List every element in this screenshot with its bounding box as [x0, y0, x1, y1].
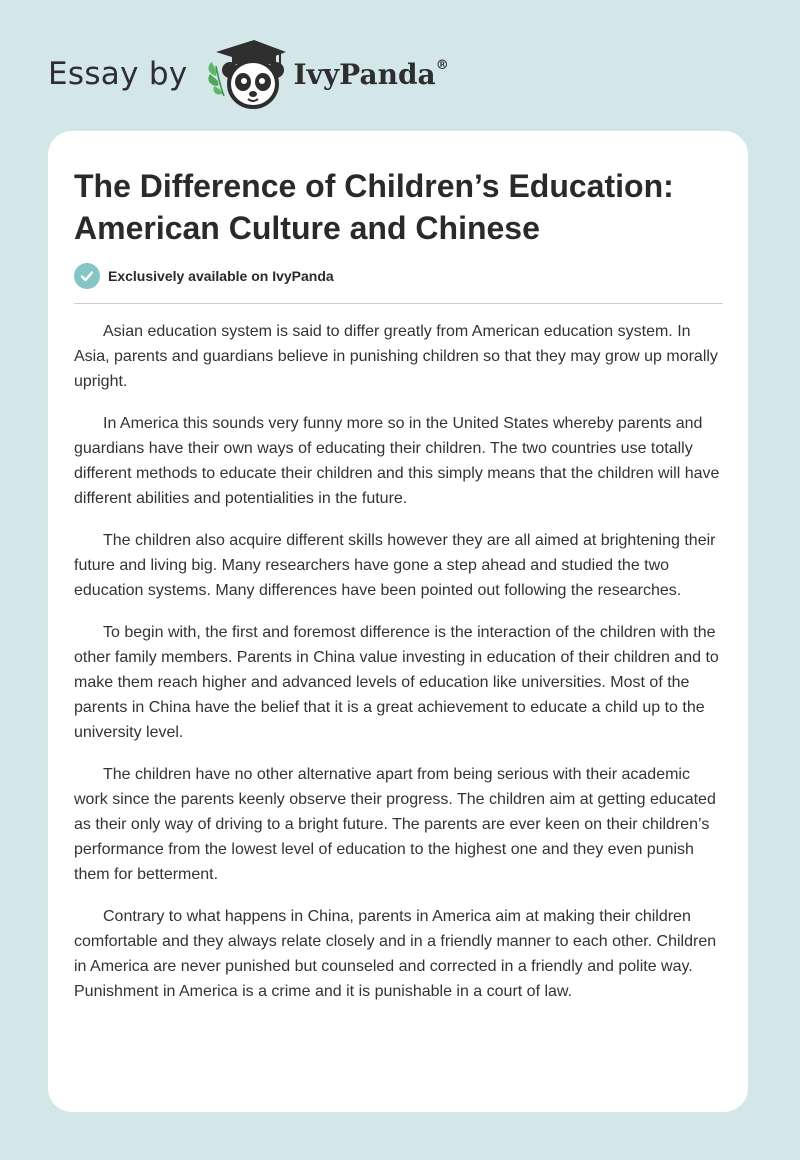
- paragraph: The children have no other alternative apart from being serious with their academic work since the parents keenly observe their progress. The children aim at getting educated as their only way of driving to a bright future. The parents are ever keen on their children’s performance from the lowest level of education to the highest one and they even punish them for betterment.: [74, 766, 716, 883]
- exclusive-label: Exclusively available on IvyPanda: [108, 268, 334, 284]
- paragraph: Asian education system is said to differ greatly from American education system. In Asia, parents and guardians believe in punishing children so that they may grow up morally upright.: [74, 323, 718, 390]
- exclusive-badge: [74, 263, 334, 289]
- panda-graduate-icon[interactable]: [202, 36, 288, 112]
- paragraph: Contrary to what happens in China, parents in America aim at making their children comfortable and they always relate closely and in a friendly manner to each other. Children in America are never punished but counseled and corrected in a friendly and polite way. Punishment in America is a crime and it is punishable in a court of law.: [74, 908, 717, 1000]
- paragraph: The children also acquire different skills however they are all aimed at brightening their future and living big. Many researchers have gone a step ahead and studied the two education systems. Many differences have been pointed out following the researches.: [74, 532, 716, 599]
- paragraph: To begin with, the first and foremost difference is the interaction of the children with the other family members. Parents in China value investing in education of their children and to make them reach higher and advanced levels of education like universities. Most of the parents in China have the belief that it is a great achievement to educate a child up to the university level.: [74, 624, 719, 741]
- check-icon: [74, 263, 100, 289]
- essay-card: [48, 131, 748, 1112]
- divider: [74, 303, 723, 304]
- essay-body: [74, 319, 724, 1021]
- ivy-leaf-icon: [208, 62, 224, 96]
- brand-name[interactable]: [294, 58, 449, 91]
- page-title: The Difference of Children’s Education: American Culture and Chinese: [74, 168, 674, 246]
- paragraph: In America this sounds very funny more so in the United States whereby parents and guardians have their own ways of educating their children. The two countries use totally different methods to educate their children and this simply means that the children will have different abilities and potentialities in the future.: [74, 415, 720, 507]
- registered-mark: ®: [435, 58, 449, 74]
- site-header: [48, 34, 449, 114]
- brand-label: IvyPanda: [293, 57, 436, 91]
- essay-by-label: Essay by: [48, 56, 188, 92]
